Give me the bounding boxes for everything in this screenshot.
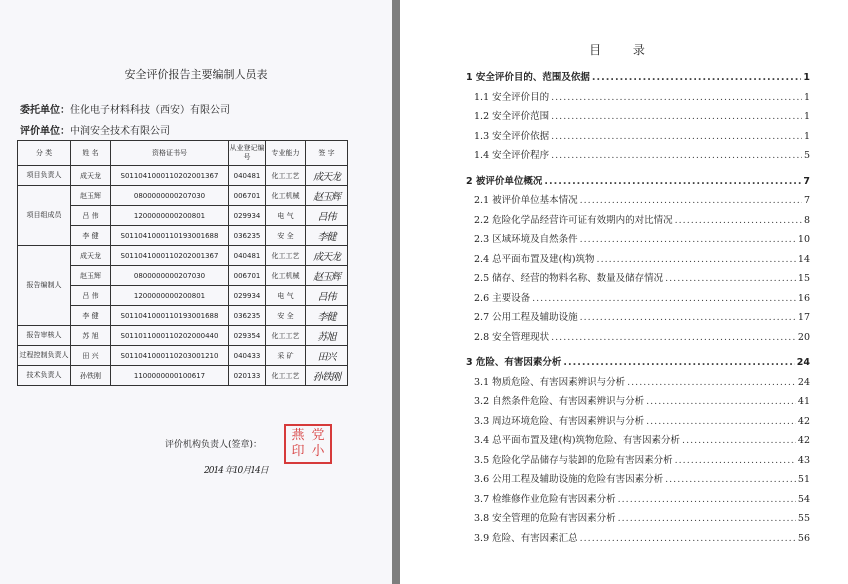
toc-leader-dots: [646, 412, 796, 432]
toc-leader-dots: [627, 373, 796, 393]
toc-subsection-entry[interactable]: [466, 470, 810, 490]
staff-name-cell: 成天龙: [71, 166, 111, 186]
staff-field-cell: 化工工艺: [266, 246, 306, 266]
staff-field-cell: 采 矿: [266, 346, 306, 366]
staff-name-cell: 田 兴: [71, 346, 111, 366]
toc-entry-title: 3.5 危险化学品储存与装卸的危险有害因素分析: [474, 454, 673, 466]
toc-entry-title: 2.7 公用工程及辅助设施: [474, 312, 578, 323]
toc-title: 目 录: [589, 43, 659, 57]
staff-field-cell: 化工工艺: [266, 326, 306, 346]
handwritten-signature: 赵玉辉: [306, 186, 348, 206]
toc-page-number: 24: [796, 357, 810, 368]
staff-reg-cell: 036235: [229, 306, 266, 326]
seal-char: 燕: [291, 428, 305, 443]
toc-page-number: 54: [797, 493, 810, 505]
toc-leader-dots: [580, 191, 802, 211]
staff-reg-cell: 020133: [229, 366, 266, 386]
table-row: [18, 346, 348, 366]
toc-page-number: 8: [803, 214, 810, 226]
handwritten-signature: 吕伟: [306, 286, 348, 306]
toc-leader-dots: [551, 127, 802, 147]
toc-subsection-entry[interactable]: [466, 107, 810, 127]
toc-page-number: 17: [797, 312, 810, 323]
toc-leader-dots: [618, 490, 796, 510]
staff-category-cell: 报告编制人: [18, 246, 71, 326]
handwritten-signature: 孙铁刚: [306, 366, 348, 386]
toc-subsection-entry[interactable]: [466, 392, 810, 412]
staff-name-cell: 李 健: [71, 226, 111, 246]
staff-name-cell: 吕 伟: [71, 286, 111, 306]
toc-page-number: 10: [797, 234, 810, 245]
staff-table: [17, 140, 348, 386]
staff-cert-cell: S011041000110202001367: [111, 166, 229, 186]
toc-leader-dots: [675, 211, 802, 231]
toc-entry-title: 3 危险、有害因素分析: [466, 357, 562, 368]
toc-entry-title: 3.8 安全管理的危险有害因素分析: [474, 513, 616, 524]
staff-field-cell: 安 全: [266, 226, 306, 246]
staff-name-cell: 李 健: [71, 306, 111, 326]
toc-leader-dots: [551, 107, 802, 127]
staff-field-cell: 化工工艺: [266, 366, 306, 386]
handwritten-signature: 苏旭: [306, 326, 348, 346]
staff-reg-cell: 006701: [229, 186, 266, 206]
staff-field-cell: 化工工艺: [266, 166, 306, 186]
staff-field-cell: 电 气: [266, 206, 306, 226]
toc-page-number: 56: [797, 532, 810, 544]
staff-header-cell: 签 字: [306, 141, 348, 166]
toc-entry-title: 2.6 主要设备: [474, 292, 531, 304]
staff-header-cell: 姓 名: [71, 141, 111, 166]
toc-entry-title: 2.8 安全管理现状: [474, 331, 550, 343]
staff-table-header: [18, 141, 348, 166]
staff-cert-cell: 1200000000200801: [111, 286, 229, 306]
client-label: 委托单位：: [20, 105, 70, 116]
toc-page-number: 1: [803, 130, 810, 142]
toc-page-number: 1: [803, 111, 810, 122]
toc-subsection-entry[interactable]: [466, 412, 810, 432]
toc-leader-dots: [675, 451, 796, 471]
staff-name-cell: 苏 旭: [71, 326, 111, 346]
staff-reg-cell: 029934: [229, 206, 266, 226]
staff-cert-cell: S011041000110193001688: [111, 306, 229, 326]
table-row: [18, 326, 348, 346]
toc-leader-dots: [665, 269, 796, 289]
toc-entry-title: 1.1 安全评价目的: [474, 91, 550, 103]
staff-header-cell: 从业登记编号: [229, 141, 266, 166]
toc-page-number: 1: [803, 72, 810, 83]
red-seal-stamp: [284, 424, 332, 464]
evaluator-value: 中润安全技术有限公司: [70, 126, 170, 137]
toc-entry-title: 3.2 自然条件危险、有害因素辨识与分析: [474, 396, 645, 407]
toc-entry-title: 3.9 危险、有害因素汇总: [474, 532, 578, 544]
toc-subsection-entry[interactable]: [466, 529, 810, 549]
toc-subsection-entry[interactable]: [466, 146, 810, 166]
toc-leader-dots: [618, 509, 796, 529]
toc-page-number: 41: [797, 396, 810, 407]
toc-entry-title: 2.2 危险化学品经营许可证有效期内的对比情况: [474, 214, 673, 226]
seal-char: 党: [311, 428, 325, 443]
staff-category-cell: 技术负责人: [18, 366, 71, 386]
toc-entry-title: 1.4 安全评价程序: [474, 150, 550, 161]
staff-reg-cell: 029354: [229, 326, 266, 346]
toc-entry-title: 3.3 周边环境危险、有害因素辨识与分析: [474, 415, 645, 427]
toc-entry-title: 3.6 公用工程及辅助设施的危险有害因素分析: [474, 474, 664, 485]
toc-subsection-entry[interactable]: [466, 191, 810, 211]
staff-field-cell: 化工机械: [266, 266, 306, 286]
toc-subsection-entry[interactable]: [466, 230, 810, 250]
toc-subsection-entry[interactable]: [466, 127, 810, 147]
staff-cert-cell: S011041000110203001210: [111, 346, 229, 366]
toc-leader-dots: [597, 250, 796, 270]
toc-subsection-entry[interactable]: [466, 509, 810, 529]
staff-reg-cell: 036235: [229, 226, 266, 246]
signature-date: 2014 年10月14日: [204, 466, 268, 476]
toc-page-number: 7: [803, 175, 810, 187]
toc-page-number: 15: [797, 273, 810, 284]
toc-leader-dots: [646, 392, 796, 412]
staff-cert-cell: 1100000000100617: [111, 366, 229, 386]
staff-field-cell: 电 气: [266, 286, 306, 306]
handwritten-signature: 田兴: [306, 346, 348, 366]
seal-char: 印: [291, 444, 305, 459]
toc-leader-dots: [665, 470, 796, 490]
handwritten-signature: 赵玉辉: [306, 266, 348, 286]
toc-leader-dots: [551, 146, 802, 166]
toc-leader-dots: [580, 230, 796, 250]
staff-category-cell: 项目组成员: [18, 186, 71, 246]
staff-header-cell: 资格证书号: [111, 141, 229, 166]
toc-leader-dots: [580, 529, 796, 549]
toc-entry-title: 2.3 区域环境及自然条件: [474, 234, 578, 245]
toc-page-number: 43: [797, 454, 810, 466]
toc-page-number: 42: [797, 435, 810, 446]
right-page-toc: [400, 0, 848, 584]
toc-leader-dots: [551, 88, 802, 108]
toc-leader-dots: [551, 328, 796, 348]
staff-table-body: [18, 166, 348, 386]
toc-page-number: 20: [797, 331, 810, 343]
toc-subsection-entry[interactable]: [466, 269, 810, 289]
toc-subsection-entry[interactable]: [466, 490, 810, 510]
table-row: [18, 166, 348, 186]
staff-reg-cell: 040481: [229, 246, 266, 266]
staff-cert-cell: S011041000110202001367: [111, 246, 229, 266]
toc-subsection-entry[interactable]: [466, 328, 810, 348]
toc-leader-dots: [563, 353, 794, 373]
staff-table-title: 安全评价报告主要编制人员表: [124, 68, 268, 81]
table-row: [18, 366, 348, 386]
staff-category-cell: 报告审核人: [18, 326, 71, 346]
staff-name-cell: 赵玉辉: [71, 186, 111, 206]
toc-entry-title: 2 被评价单位概况: [466, 175, 543, 187]
toc-subsection-entry[interactable]: [466, 289, 810, 309]
table-row: [18, 186, 348, 206]
staff-cert-cell: 0800000000207030: [111, 186, 229, 206]
handwritten-signature: 吕伟: [306, 206, 348, 226]
staff-reg-cell: 040481: [229, 166, 266, 186]
toc-page-number: 42: [797, 415, 810, 427]
toc-subsection-entry[interactable]: [466, 308, 810, 328]
staff-cert-cell: S011041000110193001688: [111, 226, 229, 246]
toc-leader-dots: [544, 172, 801, 192]
toc-leader-dots: [682, 431, 796, 451]
toc-entry-title: 2.1 被评价单位基本情况: [474, 195, 578, 206]
toc-page-number: 7: [803, 195, 810, 206]
staff-name-cell: 成天龙: [71, 246, 111, 266]
toc-page-number: 14: [797, 253, 810, 265]
toc-page-number: 5: [803, 150, 810, 161]
toc-subsection-entry[interactable]: [466, 88, 810, 108]
staff-category-cell: 过程控制负责人: [18, 346, 71, 366]
handwritten-signature: 李健: [306, 226, 348, 246]
toc-page-number: 55: [797, 513, 810, 524]
toc-subsection-entry[interactable]: [466, 431, 810, 451]
evaluator-label: 评价单位：: [20, 126, 70, 137]
toc-entry-title: 3.4 总平面布置及建(构)筑物危险、有害因素分析: [474, 435, 681, 446]
toc-section-entry[interactable]: [466, 172, 810, 192]
toc-subsection-entry[interactable]: [466, 373, 810, 393]
staff-field-cell: 化工机械: [266, 186, 306, 206]
staff-name-cell: 吕 伟: [71, 206, 111, 226]
toc-entry-title: 3.1 物质危险、有害因素辨识与分析: [474, 376, 626, 388]
staff-reg-cell: 029934: [229, 286, 266, 306]
seal-char: 小: [311, 444, 325, 459]
toc-page-number: 16: [797, 292, 810, 304]
staff-field-cell: 安 全: [266, 306, 306, 326]
handwritten-signature: 成天龙: [306, 166, 348, 186]
handwritten-signature: 成天龙: [306, 246, 348, 266]
toc-entry-title: 2.5 储存、经营的物料名称、数量及储存情况: [474, 273, 664, 284]
toc-leader-dots: [532, 289, 796, 309]
toc-section-entry[interactable]: [466, 353, 810, 373]
staff-name-cell: 孙铁刚: [71, 366, 111, 386]
staff-header-cell: 分 类: [18, 141, 71, 166]
page-gutter: [392, 0, 400, 584]
toc-leader-dots: [580, 308, 796, 328]
staff-cert-cell: 1200000000200801: [111, 206, 229, 226]
staff-cert-cell: 0800000000207030: [111, 266, 229, 286]
toc-entry-title: 1.3 安全评价依据: [474, 130, 550, 142]
toc-page-number: 1: [803, 91, 810, 103]
toc-subsection-entry[interactable]: [466, 250, 810, 270]
table-row: [18, 246, 348, 266]
staff-reg-cell: 040433: [229, 346, 266, 366]
toc-entry-title: 2.4 总平面布置及建(构)筑物: [474, 253, 595, 265]
toc-subsection-entry[interactable]: [466, 211, 810, 231]
staff-name-cell: 赵玉辉: [71, 266, 111, 286]
evaluator-line: [20, 122, 170, 137]
staff-category-cell: 项目负责人: [18, 166, 71, 186]
staff-header-cell: 专业能力: [266, 141, 306, 166]
client-value: 住化电子材料科技（西安）有限公司: [70, 105, 230, 116]
table-of-contents: [466, 68, 810, 548]
toc-page-number: 24: [797, 376, 810, 388]
staff-cert-cell: S011011000110202000440: [111, 326, 229, 346]
toc-section-entry[interactable]: [466, 68, 810, 88]
toc-entry-title: 1.2 安全评价范围: [474, 111, 550, 122]
toc-leader-dots: [592, 68, 801, 88]
client-line: [20, 101, 230, 116]
agency-head-signature-label: 评价机构负责人(签章)：: [165, 440, 263, 450]
staff-reg-cell: 006701: [229, 266, 266, 286]
handwritten-signature: 李健: [306, 306, 348, 326]
toc-subsection-entry[interactable]: [466, 451, 810, 471]
toc-entry-title: 1 安全评价目的、范围及依据: [466, 72, 590, 83]
toc-entry-title: 3.7 检维修作业危险有害因素分析: [474, 493, 616, 505]
toc-page-number: 51: [797, 474, 810, 485]
left-page-scan: [0, 0, 392, 584]
